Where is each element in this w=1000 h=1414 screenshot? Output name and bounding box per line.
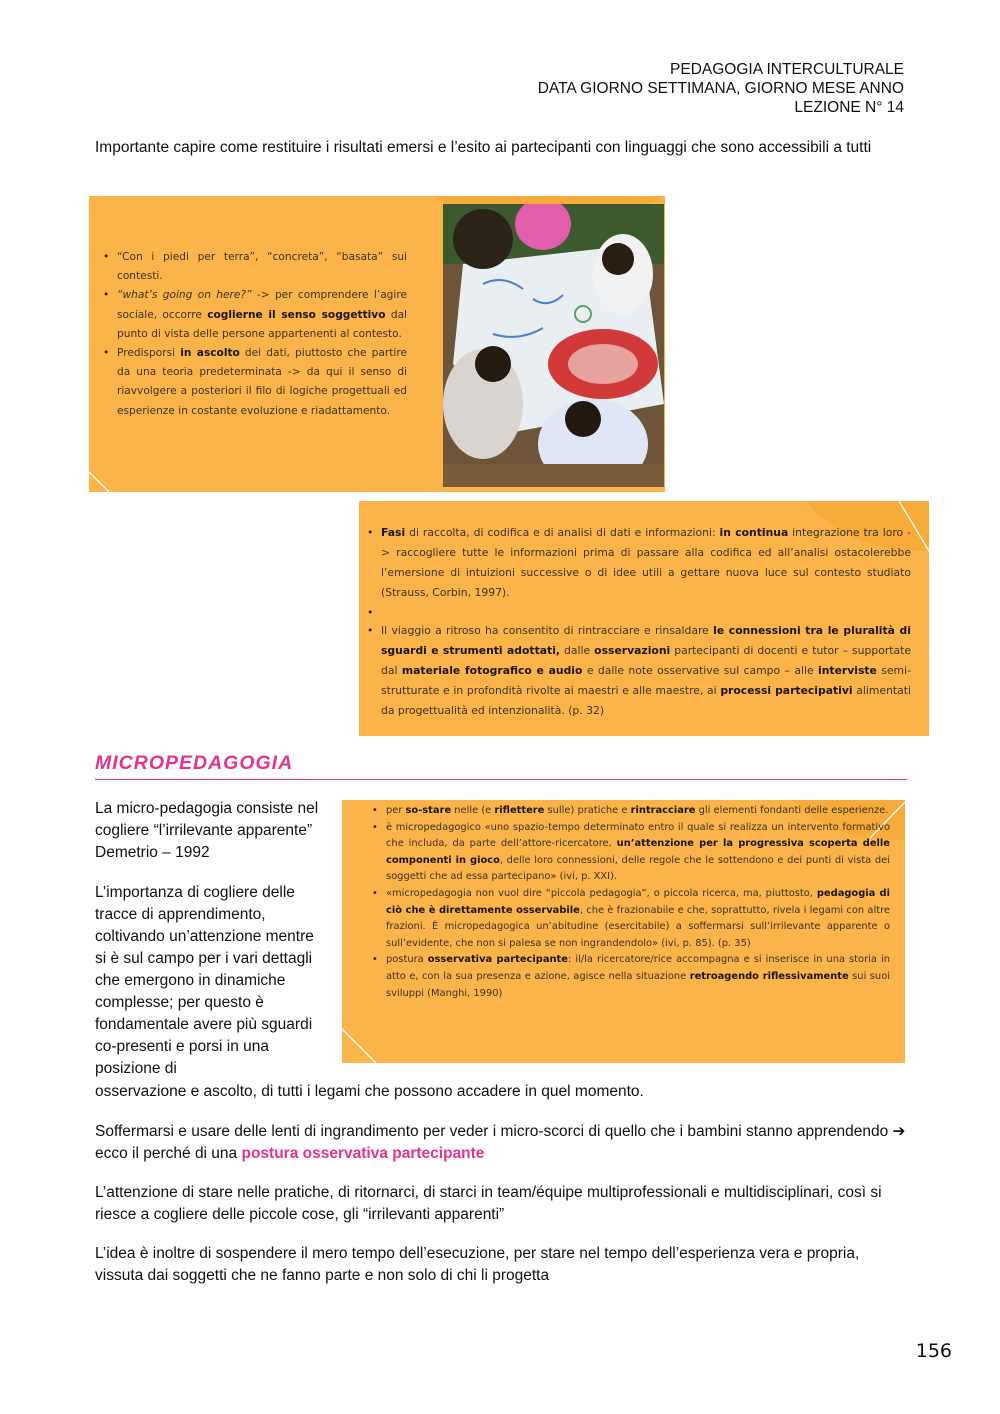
header-lesson: LEZIONE N° 14 — [794, 99, 904, 116]
section-divider — [95, 779, 907, 780]
micropedagogy-definition: La micro-pedagogia consiste nel cogliere “l’irrilevante apparente” Demetrio – 1992 — [95, 800, 319, 861]
slide3-bullet-3: • «micropedagogia non vuol dire “piccola pedagogia”, o piccola ricerca, ma, piuttosto, pedagogia di ciò che è direttamente osservabile, che è frazionabile e che, soprattutto, rivela i legami con altre frazioni. È micropedagogica un’abitudine (esercitabile) a soffermarsi sull’irrilevante apparente o sull’evidente, che non si palesa se non ingrandendolo» (ivi, p. 85). (p. 35) — [372, 886, 890, 952]
intro-paragraph: Importante capire come restituire i risultati emersi e l’esito ai partecipanti con linguaggi che sono accessibili a tutti — [95, 139, 872, 156]
slide3-bullets — [372, 803, 890, 1002]
slide-grounded-theory — [89, 196, 665, 492]
micropedagogy-importance: L’importanza di cogliere delle tracce di apprendimento, coltivando un’attenzione mentre si è sul campo per i vari dettagli che emergono in dinamiche complesse; per questo è fondamentale avere più sguardi co-presenti e porsi in una posizione di — [95, 884, 314, 1077]
page-header — [538, 60, 904, 117]
slide-corner-line — [342, 1025, 382, 1063]
arrow-icon: ➔ — [892, 1123, 906, 1140]
paragraph-postura: Soffermarsi e usare delle lenti di ingrandimento per veder i micro-scorci di quello che i bambini stanno apprendendo ➔ ecco il perché di una postura osservativa partecipante — [95, 1123, 906, 1162]
slide1-bullet-3: • Predisporsi in ascolto dei dati, piuttosto che partire da una teoria predeterminata -> da qui il senso di riavvolgere a posteriori il filo di logiche progettuali ed esperienze in costante evoluzione e riadattamento. — [103, 344, 407, 421]
slide3-bullet-2: • è micropedagogico «uno spazio-tempo determinato entro il quale si realizza un intervento formativo che includa, da parte dell’attore-ricercatore, un’attenzione per la progressiva scoperta delle componenti in gioco, delle loro connessioni, delle regole che le sottendono e dei punti di vista dei soggetti che ad essa partecipano» (ivi, p. XXI). — [372, 820, 890, 886]
slide2-bullet-1: • Fasi di raccolta, di codifica e di analisi di dati e informazioni: in continua integrazione tra loro -> raccogliere tutte le informazioni prima di passare alla codifica ed all’analisi ostacolerebbe l’emersione di intuizioni successive o di idee utili a gettare nuova luce sul contesto studiato (Strauss, Corbin, 1997). — [367, 523, 911, 603]
children-drawing-photo — [443, 204, 664, 487]
header-course: PEDAGOGIA INTERCULTURALE — [670, 61, 904, 78]
paragraph-time: L’idea è inoltre di sospendere il mero tempo dell’esecuzione, per stare nel tempo dell’esperienza vera e propria, vissuta dai soggetti che ne fanno parte e non solo di chi li progetta — [95, 1245, 860, 1284]
bullet-spacer — [367, 603, 911, 621]
slide-micropedagogy — [342, 800, 905, 1063]
micropedagogy-importance-end: osservazione e ascolto, di tutti i legami che possono accadere in quel momento. — [95, 1083, 644, 1100]
slide1-bullets — [103, 248, 407, 421]
slide2-bullet-2: • Il viaggio a ritroso ha consentito di rintracciare e rinsaldare le connessioni tra le pluralità di sguardi e strumenti adottati, dalle osservazioni partecipanti di docenti e tutor – supportate dal materiale fotografico e audio e dalle note osservative sul campo – alle interviste semi-strutturate e in profondità rivolte ai maestri e alle maestre, ai processi partecipativi alimentati da progettualità ed intenzionalità. (p. 32) — [367, 621, 911, 721]
slide1-bullet-2: • “what’s going on here?” -> per comprendere l’agire sociale, occorre coglierne il senso soggettivo dal punto di vista delle persone appartenenti al contesto. — [103, 286, 407, 344]
slide3-bullet-4: • postura osservativa partecipante: il/la ricercatore/rice accompagna e si inserisce in una storia in atto e, con la sua presenza e azione, agisce nella situazione retroagendo riflessivamente sui suoi sviluppi (Manghi, 1990) — [372, 952, 890, 1002]
page-number: 156 — [915, 1340, 952, 1362]
slide3-bullet-1: • per so-stare nelle (e riflettere sulle) pratiche e rintracciare gli elementi fondanti delle esperienze. — [372, 803, 890, 820]
header-date: DATA GIORNO SETTIMANA, GIORNO MESE ANNO — [537, 80, 904, 97]
slide-data-analysis — [359, 501, 929, 736]
slide-corner-line — [89, 468, 129, 492]
slide1-bullet-1: • “Con i piedi per terra”, “concreta”, “basata” sui contesti. — [103, 248, 407, 286]
highlight-postura: postura osservativa partecipante — [241, 1145, 485, 1162]
slide2-bullets — [367, 523, 911, 721]
section-title: MICROPEDAGOGIA — [95, 752, 294, 774]
paragraph-team: L’attenzione di stare nelle pratiche, di ritornarci, di starci in team/équipe multiprofessionali e multidisciplinari, così si riesce a cogliere delle piccole cose, gli “irrilevanti apparenti” — [95, 1184, 882, 1223]
